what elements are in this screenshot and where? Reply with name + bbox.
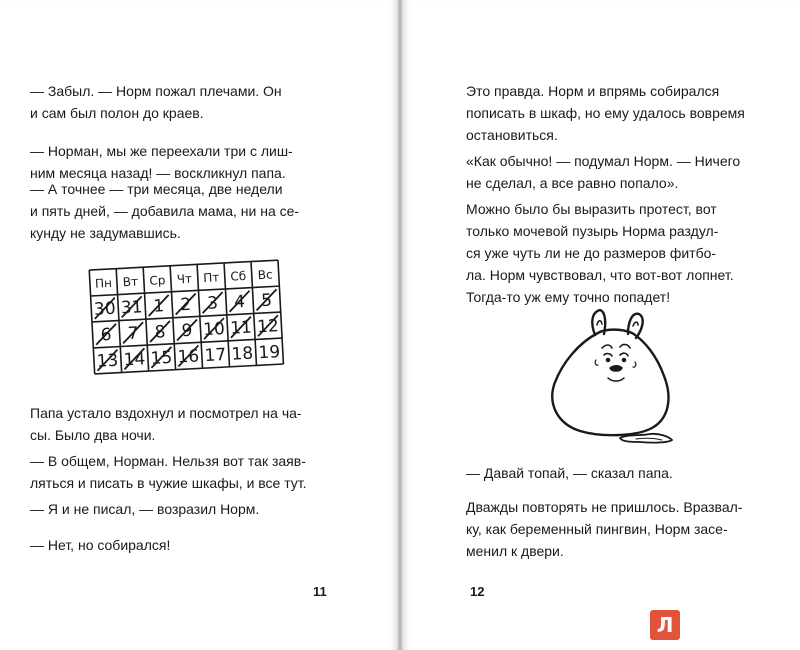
right-page-number: 12 [470,584,485,599]
calendar-day: 19 [257,342,281,364]
left-paragraph-6: — Я и не писал, — возразил Норм. [30,501,260,517]
publisher-logo: Л [650,610,680,640]
calendar-day: 13 [96,350,119,372]
calendar-day: 8 [154,322,167,343]
calendar-day: 1 [152,296,165,317]
calendar-day: 2 [179,294,192,316]
left-paragraph-7: — Нет, но собирался! [30,537,171,553]
left-paragraph-2: — Норман, мы же переехали три с лиш- ним месяца назад! — воскликнул папа. [30,143,293,181]
calendar-day: 30 [93,298,117,320]
calendar-day: 10 [202,319,226,341]
calendar-day: 9 [181,320,194,342]
calendar-weekday: Ср [149,273,166,288]
calendar-day: 16 [177,346,200,368]
calendar-day: 18 [231,343,254,365]
left-paragraph-1: — Забыл. — Норм пожал плечами. Он и сам был полон до краев. [30,83,282,121]
right-paragraph-4: — Давай топай, — сказал папа. [466,465,673,481]
right-paragraph-1: Это правда. Норм и впрямь собирался пописать в шкаф, но ему удалось вовремя остановиться. [466,83,745,143]
calendar-weekday: Чт [176,271,193,287]
right-paragraph-5: Дважды повторять не пришлось. Вразвал- ку, как беременный пингвин, Норм засе- менил к двери. [466,499,743,559]
left-paragraph-5: — В общем, Норман. Нельзя вот так заяв- ляться и писать в чужие шкафы, и все тут. [30,453,307,491]
norm-character-illustration [540,300,690,450]
calendar-weekday: Пт [202,270,220,286]
calendar-weekday: Вс [257,267,274,283]
calendar-day: 4 [233,291,246,313]
right-paragraph-3: Можно было бы выразить протест, вот только мочевой пузырь Норма раздул- ся уже чуть ли не до размеров фитбо- ла. Норм чувствовал, что вот-вот лопнет. Тогда-то уж ему точно попадет! [466,201,734,305]
calendar-day: 12 [256,316,280,338]
calendar-day: 31 [120,297,144,319]
calendar-day: 6 [100,324,113,346]
calendar-day: 11 [229,317,253,339]
left-paragraph-3: — А точнее — три месяца, две недели и пять дней, — добавила мама, ни на се- кунду не задумавшись. [30,181,300,241]
calendar-day: 7 [127,323,140,345]
calendar-row-line [89,260,278,270]
calendar-illustration [82,255,292,385]
left-paragraph-4: Папа устало вздохнул и посмотрел на ча- сы. Было два ночи. [30,405,302,443]
calendar-day: 17 [204,345,227,367]
calendar-weekday: Вт [122,274,139,290]
calendar-day: 5 [260,290,273,312]
left-page-number: 11 [313,584,327,599]
calendar-weekday: Пн [94,275,113,291]
calendar-day: 14 [123,349,146,371]
calendar-day: 15 [150,347,173,369]
calendar-weekday: Сб [230,268,247,284]
right-paragraph-2: «Как обычно! — подумал Норм. — Ничего не сделал, а все равно попало». [466,153,741,191]
calendar-day: 3 [206,293,219,314]
